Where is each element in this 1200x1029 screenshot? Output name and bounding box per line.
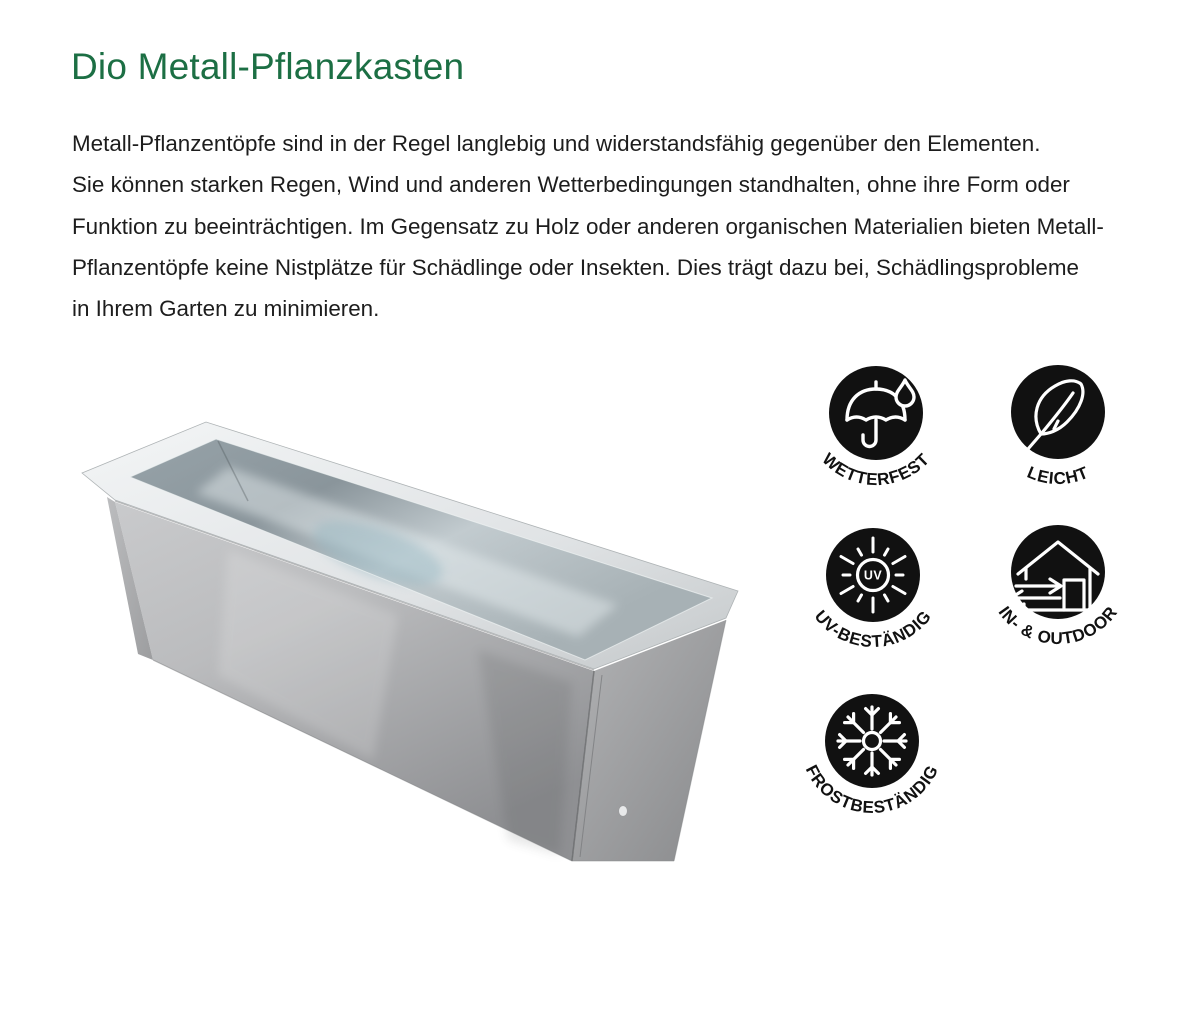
product-photo-metal-planter (78, 415, 768, 890)
badge-frostbestaendig (782, 691, 962, 841)
badge-label: UV-BESTÄNDIG (810, 606, 936, 652)
uv-icon-text: UV (863, 568, 883, 583)
badge-label: IN- & OUTDOOR (994, 602, 1122, 649)
badge-label: FROSTBESTÄNDIG (801, 761, 943, 818)
description-line: in Ihrem Garten zu minimieren. (72, 296, 380, 322)
description-line: Funktion zu beeinträchtigen. Im Gegensatz zu Holz oder anderen organischen Materialien bieten Metall- (72, 213, 1104, 239)
badge-in-outdoor (968, 522, 1148, 672)
badge-circle (829, 366, 923, 460)
badge-label: WETTERFEST (818, 449, 934, 490)
badge-wetterfest (786, 363, 966, 513)
description-line: Pflanzentöpfe keine Nistplätze für Schädlinge oder Insekten. Dies trägt dazu bei, Schädlingsprobleme (72, 254, 1079, 280)
page-title: Dio Metall-Pflanzkasten (71, 46, 465, 87)
badge-uv-bestaendig (783, 525, 963, 675)
metal-planter-image (78, 415, 768, 885)
badge-leicht (968, 362, 1148, 512)
product-description (72, 123, 1104, 329)
badge-label: LEICHT (1024, 462, 1092, 489)
description-line: Sie können starken Regen, Wind und anderen Wetterbedingungen standhalten, ohne ihre Form oder (72, 172, 1070, 198)
description-line: Metall-Pflanzentöpfe sind in der Regel langlebig und widerstandsfähig gegenüber den Elementen. (72, 131, 1041, 156)
rivet-dot (619, 806, 628, 817)
